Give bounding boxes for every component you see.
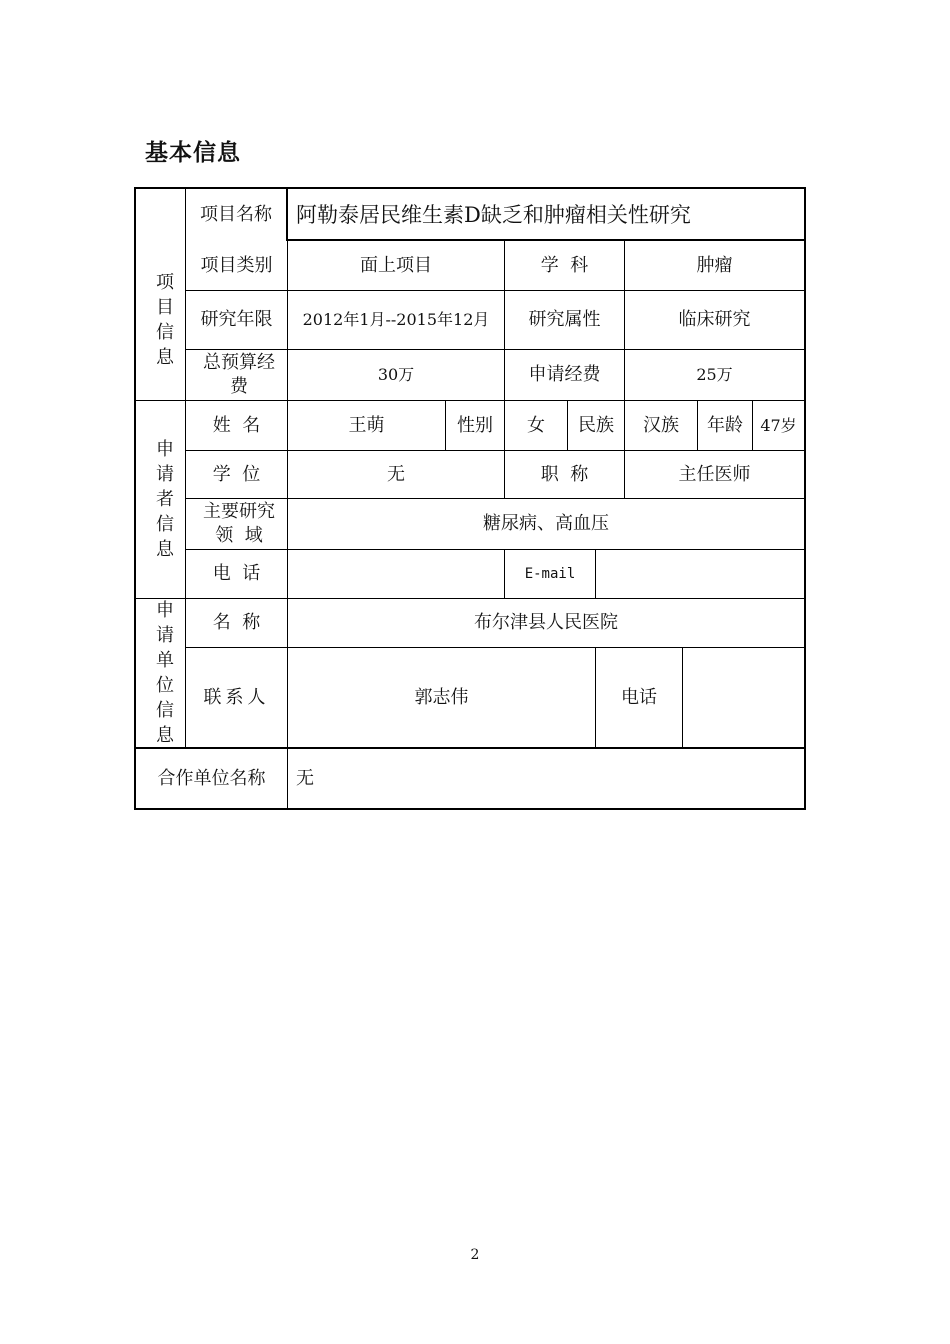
applicant-phone-label: 电 话 [212,563,261,584]
page-number: 2 [470,1247,480,1263]
applicant-name-label: 姓 名 [212,414,261,436]
contact-label: 联系人 [203,686,270,708]
total-budget-value: 30万 [377,365,415,384]
research-years-value: 2012年1月--2015年12月 [302,310,490,329]
applicant-phone-value [288,550,504,598]
project-name-value: 阿勒泰居民维生素D缺乏和肿瘤相关性研究 [296,202,691,227]
research-years-label: 研究年限 [200,309,273,330]
unit-name-value: 布尔津县人民医院 [474,612,618,633]
total-budget-label: 总预算经费 [203,352,275,397]
apply-budget-value: 25万 [696,365,733,384]
subject-label: 学 科 [540,254,589,276]
degree-label: 学 位 [212,463,261,485]
age-label: 年龄 [707,414,743,436]
ethnic-label: 民族 [578,414,614,436]
research-attr-value: 临床研究 [678,309,751,330]
partner-value: 无 [296,767,314,789]
ethnic-value: 汉族 [643,414,679,436]
sec-applicant-text: 申 请 者 信 息 [156,439,174,560]
job-title-value: 主任医师 [678,463,751,485]
research-field-value: 糖尿病、高血压 [483,513,609,534]
email-value [596,550,804,598]
unit-phone-label: 电话 [621,686,657,708]
page-title: 基本信息 [145,140,241,166]
subject-value: 肿瘤 [696,254,733,276]
gender-label: 性别 [457,414,493,436]
project-name-label: 项目名称 [200,203,272,225]
research-attr-label: 研究属性 [528,309,601,330]
gender-value: 女 [527,414,545,436]
apply-budget-label: 申请经费 [528,364,601,385]
job-title-label: 职 称 [540,463,589,485]
project-type-label: 项目类别 [200,254,273,276]
sec-project-text: 项 目 信 息 [156,272,174,368]
section-applicant-label [145,401,185,598]
project-type-value: 面上项目 [360,254,432,276]
contact-value: 郭志伟 [414,686,469,708]
unit-name-label: 名 称 [212,612,261,633]
degree-value: 无 [387,463,405,485]
section-project-label [145,240,185,400]
sec-unit-text: 申 请 单 位 信 息 [156,600,174,746]
email-label: E-mail [524,566,576,582]
unit-phone-value [683,648,804,747]
research-field-label: 主要研究领 域 [203,501,275,546]
applicant-name-value: 王萌 [348,414,385,436]
partner-label: 合作单位名称 [157,767,266,789]
age-value: 47岁 [760,415,797,435]
section-unit-label [145,599,185,747]
